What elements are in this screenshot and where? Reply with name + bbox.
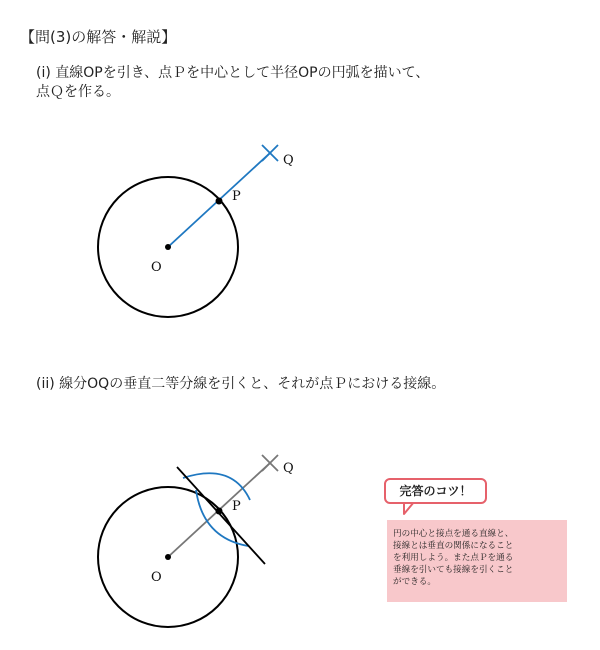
figure-2	[98, 455, 294, 627]
figure-1-label-q: Q	[283, 153, 294, 168]
step-1-line-1: (i) 直線OPを引き、点Ｐを中心として半径OPの円弧を描いて、	[36, 65, 430, 81]
figure-2-point-p	[216, 508, 223, 515]
figure-1-label-p: P	[232, 189, 241, 204]
tip-title-box: 完答のコツ！	[384, 478, 487, 504]
figure-1-q-mark	[262, 145, 278, 161]
tip-line: 垂線を引いても接線を引くこと	[393, 565, 514, 575]
tip-line: 円の中心と接点を通る直線と、	[393, 529, 514, 539]
figure-2-q-mark	[262, 455, 278, 471]
figure-2-label-o: O	[151, 570, 162, 585]
tip-body	[387, 520, 567, 602]
figure-2-label-p: P	[232, 499, 241, 514]
figure-1-point-p	[216, 198, 223, 205]
figure-1-label-o: O	[151, 260, 162, 275]
step-1-line-2: 点Ｑを作る。	[36, 84, 120, 100]
page-heading: 【問(3)の解答・解説】	[20, 28, 177, 46]
step-2-text: (ii) 線分OQの垂直二等分線を引くと、それが点Ｐにおける接線。	[36, 376, 446, 392]
figure-2-label-q: Q	[283, 461, 294, 476]
figure-2-point-o	[165, 554, 171, 560]
figure-2-arc-from-o	[183, 473, 250, 500]
tip-line: ができる。	[393, 577, 436, 587]
figure-1	[98, 145, 294, 317]
figure-2-tangent-line	[177, 467, 265, 564]
tip-line: 接線とは垂直の関係になること	[393, 541, 514, 551]
tip-line: を利用しよう。また点Ｐを通る	[393, 553, 514, 563]
figure-1-point-o	[165, 244, 171, 250]
